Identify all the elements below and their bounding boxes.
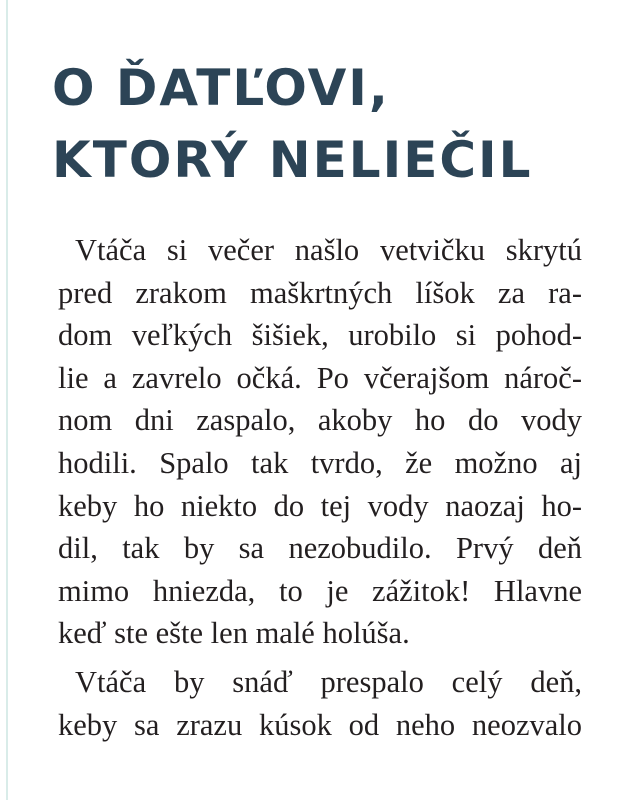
text-line: lie a zavrelo očká. Po včerajšom nároč- <box>58 360 582 395</box>
text-line: keby ho niekto do tej vody naozaj ho- <box>58 488 582 523</box>
chapter-title-line-1: O ĎATĽOVI, <box>52 59 390 117</box>
chapter-title <box>52 52 533 196</box>
paragraph-1 <box>58 229 582 655</box>
text-line: dil, tak by sa nezobudilo. Prvý deň <box>58 531 582 566</box>
text-line: pred zrakom maškrtných líšok za ra- <box>58 275 582 310</box>
page-edge-line <box>6 0 8 800</box>
paragraph-2 <box>58 661 582 746</box>
text-line: Vtáča si večer našlo vetvičku skrytú <box>75 233 582 267</box>
text-line: Vtáča by snáď prespalo celý deň, <box>75 664 582 699</box>
story-text <box>58 229 582 746</box>
text-line: keby sa zrazu kúsok od neho neozvalo <box>58 707 582 742</box>
text-line: hodili. Spalo tak tvrdo, že možno aj <box>58 445 582 480</box>
text-line: keď ste ešte len malé holúša. <box>58 616 410 651</box>
chapter-title-line-2: KTORÝ NELIEČIL <box>52 131 533 189</box>
text-line: nom dni zaspalo, akoby ho do vody <box>58 403 582 438</box>
text-line: mimo hniezda, to je zážitok! Hlavne <box>58 573 582 608</box>
text-line: dom veľkých šišiek, urobilo si pohod- <box>58 318 582 353</box>
